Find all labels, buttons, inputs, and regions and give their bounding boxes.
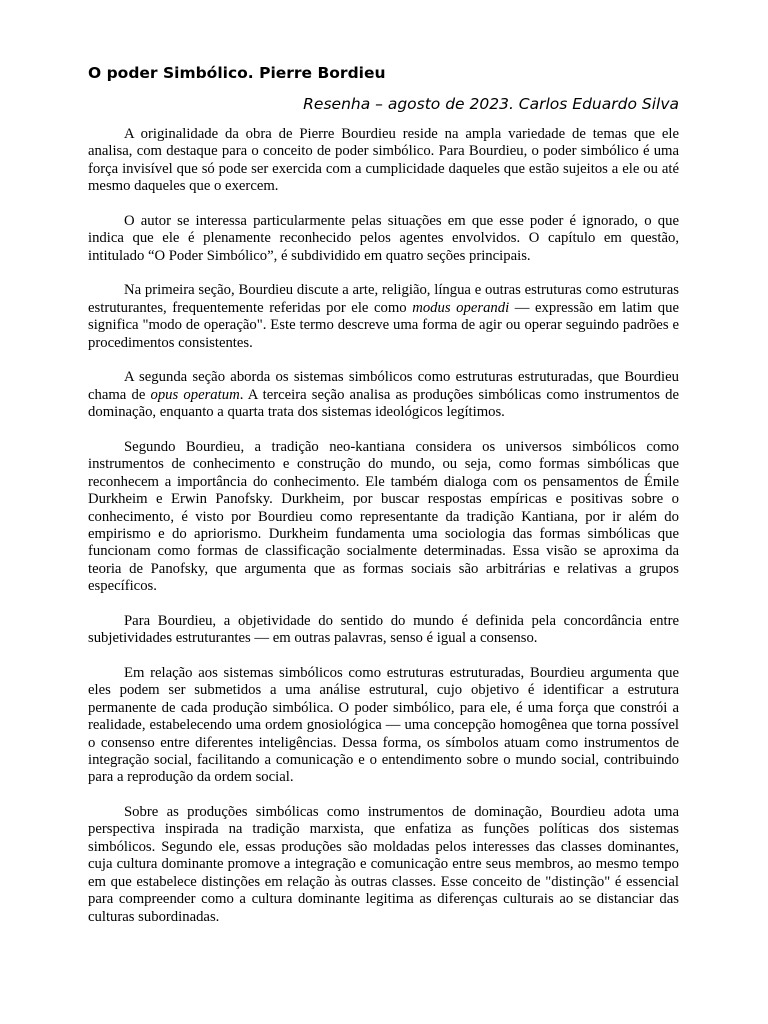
paragraph-7: Em relação aos sistemas simbólicos como estruturas estruturadas, Bourdieu argumenta que eles podem ser submetidos a uma análise estrutural, cujo objetivo é identificar a estrutura permanente de cada produção simbólica. O poder simbólico, para ele, é uma força que constrói a realidade, estabelecendo uma ordem gnosiológica — uma concepção homogênea que torna possível o consenso entre diferentes inteligências. Dessa forma, os símbolos atuam como instrumentos de integração social, facilitando a comunicação e o entendimento sobre o mundo social, contribuindo para a reprodução da ordem social. xyxy=(88,664,679,786)
paragraph-3-italic-term: modus operandi xyxy=(412,299,510,316)
paragraph-3-part-1: Na primeira seção, Bourdieu discute a arte, religião, língua e outras estruturas como estruturas estruturantes, frequentemente referidas por ele como xyxy=(88,282,679,316)
document-page xyxy=(88,62,679,926)
paragraph-6: Para Bourdieu, a objetividade do sentido do mundo é definida pela concordância entre subjetividades estruturantes — em outras palavras, senso é igual a consenso. xyxy=(88,612,679,647)
document-title: O poder Simbólico. Pierre Bordieu xyxy=(88,64,386,82)
document-body xyxy=(88,126,679,926)
paragraph-5: Segundo Bourdieu, a tradição neo-kantiana considera os universos simbólicos como instrumentos de conhecimento e construção do mundo, ou seja, como formas simbólicas que reconhecem a importância do conhecimento. Ele também dialoga com os pensamentos de Émile Durkheim e Erwin Panofsky. Durkheim, por buscar respostas empíricas e positivas sobre o conhecimento, é visto por Bourdieu como representante da tradição Kantiana, por ir além do empirismo e do apriorismo. Durkheim fundamenta uma sociologia das formas simbólicas que funcionam como formas de classificação socialmente determinadas. Essa visão se aproxima da teoria de Panofsky, que argumenta que as formas sociais são arbitrárias e relativas a grupos específicos. xyxy=(88,438,679,595)
paragraph-4-part-2: . A terceira seção analisa as produções simbólicas como instrumentos de dominação, enquanto a quarta trata dos sistemas ideológicos legítimos. xyxy=(88,386,679,421)
paragraph-2: O autor se interessa particularmente pelas situações em que esse poder é ignorado, o que indica que ele é plenamente reconhecido pelos agentes envolvidos. O capítulo em questão, intitulado “O Poder Simbólico”, é subdividido em quatro seções principais. xyxy=(88,212,679,264)
paragraph-8: Sobre as produções simbólicas como instrumentos de dominação, Bourdieu adota uma perspectiva inspirada na tradição marxista, que enfatiza as funções políticas dos sistemas simbólicos. Segundo ele, essas produções são moldadas pelos interesses das classes dominantes, cuja cultura dominante promove a integração e comunicação entre seus membros, ao mesmo tempo em que estabelece distinções em relação às outras classes. Esse conceito de "distinção" é essencial para compreender como a cultura dominante legitima as diferenças culturais ao se distanciar das culturas subordinadas. xyxy=(88,804,679,925)
document-subtitle: Resenha – agosto de 2023. Carlos Eduardo Silva xyxy=(303,95,679,113)
paragraph-4-italic-term: opus operatum xyxy=(150,386,240,403)
paragraph-3-part-2: — expressão em latim que significa "modo de operação". Este termo descreve uma forma de agir ou operar seguindo padrões e procedimentos consistentes. xyxy=(88,299,679,351)
paragraph-4-part-1: A segunda seção aborda os sistemas simbólicos como estruturas estruturadas, que Bourdieu chama de xyxy=(88,369,679,403)
paragraph-1: A originalidade da obra de Pierre Bourdieu reside na ampla variedade de temas que ele analisa, com destaque para o conceito de poder simbólico. Para Bourdieu, o poder simbólico é uma força invisível que só pode ser exercida com a cumplicidade daqueles que estão sujeitos a ele ou até mesmo daqueles que o exercem. xyxy=(88,126,679,195)
paragraph-3 xyxy=(88,282,679,352)
paragraph-4 xyxy=(88,369,679,421)
